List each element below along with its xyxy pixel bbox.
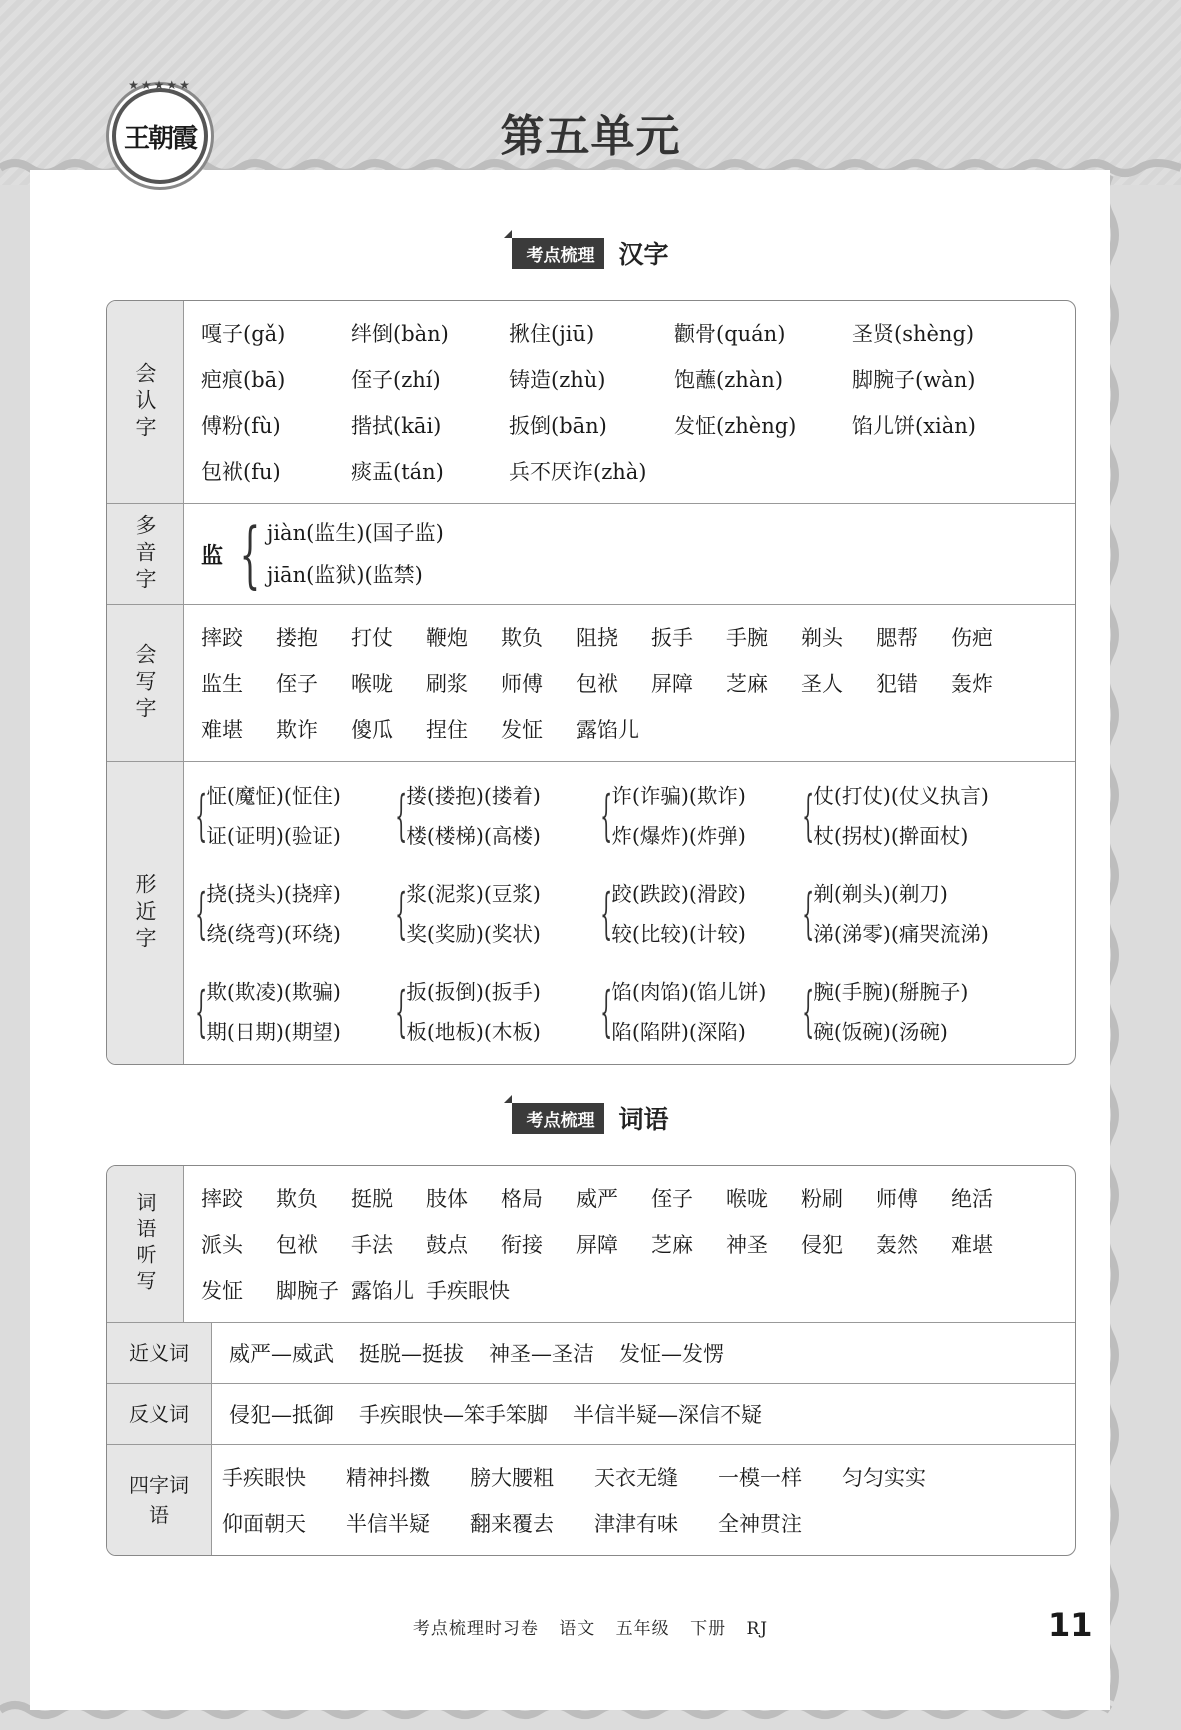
row-huixiezi (107, 605, 1075, 762)
huixiezi-item: 发怔 (501, 718, 543, 742)
huixiezi-item: 轰炸 (951, 672, 993, 696)
huixiezi-item: 鞭炮 (426, 626, 468, 650)
logo-text: 王朝霞 (123, 123, 196, 154)
huixiezi-item: 搂抱 (276, 626, 318, 650)
tingxie-item: 屏障 (576, 1233, 618, 1257)
similar-char-pair (192, 776, 392, 856)
similar-char-line: 搂(搂抱)(搂着) (406, 784, 541, 808)
huixiezi-item: 阻挠 (576, 626, 618, 650)
row-label: 形近字 (107, 762, 184, 1064)
sizi-item: 精神抖擞 (346, 1466, 430, 1490)
fanyici-list (229, 1392, 1063, 1438)
huirenzi-item: 包袱(fu) (201, 460, 281, 484)
row-label: 会认字 (107, 301, 184, 503)
sizi-item: 匀匀实实 (842, 1466, 926, 1490)
similar-char-pair (392, 776, 597, 856)
similar-char-line: 跤(跌跤)(滑跤) (611, 882, 746, 906)
huixiezi-item: 捏住 (426, 718, 468, 742)
huirenzi-item: 脚腕子(wàn) (852, 368, 976, 392)
sizi-item: 手疾眼快 (222, 1466, 306, 1490)
tingxie-item: 手疾眼快 (426, 1279, 510, 1303)
huirenzi-item: 铸造(zhù) (509, 368, 606, 392)
tingxie-item: 挺脱 (351, 1187, 393, 1211)
similar-char-line: 馅(肉馅)(馅儿饼) (611, 980, 767, 1004)
sizi-item: 全神贯注 (718, 1512, 802, 1536)
tingxie-item: 露馅儿 (351, 1279, 414, 1303)
huirenzi-item: 馅儿饼(xiàn) (852, 414, 976, 438)
similar-char-line: 证(证明)(验证) (206, 824, 341, 848)
similar-char-line: 腕(手腕)(掰腕子) (813, 980, 969, 1004)
huirenzi-item: 傅粉(fù) (201, 414, 281, 438)
similar-char-pair (597, 972, 799, 1052)
row-label: 会写字 (107, 605, 184, 761)
similar-char-pair (392, 874, 597, 954)
similar-char-pair (192, 972, 392, 1052)
huirenzi-item: 发怔(zhèng) (674, 414, 797, 438)
tingxie-item: 轰然 (876, 1233, 918, 1257)
brace-icon: { (195, 784, 208, 847)
similar-char-line: 剃(剃头)(剃刀) (813, 882, 948, 906)
similar-char-line: 怔(魔怔)(怔住) (206, 784, 341, 808)
tingxie-item: 手法 (351, 1233, 393, 1257)
hanzi-table (106, 300, 1076, 1065)
ciyu-table (106, 1165, 1076, 1556)
similar-char-line: 板(地板)(木板) (406, 1020, 541, 1044)
polyphone-reading: jiān(监狱)(监禁) (266, 563, 423, 587)
tingxie-item: 脚腕子 (276, 1279, 339, 1303)
sizi-item: 一模一样 (718, 1466, 802, 1490)
huirenzi-item: 兵不厌诈(zhà) (509, 460, 647, 484)
tingxie-item: 侵犯 (801, 1233, 843, 1257)
brace-icon: { (239, 512, 261, 596)
sizi-item: 仰面朝天 (222, 1512, 306, 1536)
brace-icon: { (195, 980, 208, 1043)
row-xingjinzi (107, 762, 1075, 1064)
huixiezi-item: 犯错 (876, 672, 918, 696)
similar-char-line: 楼(楼梯)(高楼) (406, 824, 541, 848)
section-tag: 考点梳理 (512, 1103, 604, 1134)
brace-icon: { (802, 980, 815, 1043)
similar-char-pair (799, 776, 1029, 856)
sizi-item: 翻来覆去 (470, 1512, 554, 1536)
brace-icon: { (600, 882, 613, 945)
huixiezi-item: 屏障 (651, 672, 693, 696)
huirenzi-item: 绊倒(bàn) (351, 322, 449, 346)
tingxie-item: 衔接 (501, 1233, 543, 1257)
xingjinzi-grid (192, 772, 1063, 1056)
row-label: 词语听写 (107, 1166, 184, 1322)
polyphone-reading: jiàn(监生)(国子监) (266, 521, 444, 545)
synonym-pair: 威严—威武 (229, 1342, 334, 1366)
tingxie-item: 喉咙 (726, 1187, 768, 1211)
synonym-pair: 神圣—圣洁 (489, 1342, 594, 1366)
sizi-item: 半信半疑 (346, 1512, 430, 1536)
huixiezi-item: 手腕 (726, 626, 768, 650)
huixiezi-item: 监生 (201, 672, 243, 696)
section-title: 词语 (618, 1105, 669, 1134)
tingxie-item: 神圣 (726, 1233, 768, 1257)
tingxie-item: 威严 (576, 1187, 618, 1211)
sizi-item: 天衣无缝 (594, 1466, 678, 1490)
antonym-pair: 半信半疑—深信不疑 (573, 1403, 762, 1427)
brace-icon: { (395, 980, 408, 1043)
brace-icon: { (395, 784, 408, 847)
antonym-pair: 侵犯—抵御 (229, 1403, 334, 1427)
similar-char-line: 绕(绕弯)(环绕) (206, 922, 341, 946)
huixiezi-item: 圣人 (801, 672, 843, 696)
section-tag: 考点梳理 (512, 238, 604, 269)
brace-icon: { (395, 882, 408, 945)
huirenzi-item: 痰盂(tán) (351, 460, 444, 484)
tingxie-item: 粉刷 (801, 1187, 843, 1211)
brace-icon: { (802, 784, 815, 847)
row-jinyici (107, 1323, 1075, 1384)
huixiezi-item: 包袱 (576, 672, 618, 696)
sizi-item: 津津有味 (594, 1512, 678, 1536)
similar-char-line: 碗(饭碗)(汤碗) (813, 1020, 948, 1044)
similar-char-line: 奖(奖励)(奖状) (406, 922, 541, 946)
section-title: 汉字 (618, 240, 669, 269)
tingxie-item: 包袱 (276, 1233, 318, 1257)
similar-char-line: 涕(涕零)(痛哭流涕) (813, 922, 989, 946)
similar-char-pair (799, 874, 1029, 954)
row-label: 四字词语 (107, 1445, 212, 1555)
logo-stars: ★★★★★ (128, 78, 192, 92)
brace-icon: { (600, 980, 613, 1043)
huixiezi-item: 师傅 (501, 672, 543, 696)
row-fanyici (107, 1384, 1075, 1445)
huirenzi-item: 侄子(zhí) (351, 368, 441, 392)
polyphone-char: 监 (201, 542, 224, 569)
huixiezi-item: 欺负 (501, 626, 543, 650)
tingxie-item: 绝活 (951, 1187, 993, 1211)
similar-char-line: 较(比较)(计较) (611, 922, 746, 946)
huixiezi-item: 芝麻 (726, 672, 768, 696)
brace-icon: { (802, 882, 815, 945)
page-number: 11 (1048, 1606, 1093, 1644)
huixiezi-item: 傻瓜 (351, 718, 393, 742)
similar-char-line: 炸(爆炸)(炸弹) (611, 824, 746, 848)
similar-char-line: 诈(诈骗)(欺诈) (611, 784, 746, 808)
tingxie-item: 肢体 (426, 1187, 468, 1211)
brace-icon: { (195, 882, 208, 945)
huirenzi-item: 疤痕(bā) (201, 368, 286, 392)
huirenzi-item: 圣贤(shèng) (852, 322, 975, 346)
huixiezi-item: 剃头 (801, 626, 843, 650)
row-label: 多音字 (107, 504, 184, 604)
section-heading-hanzi (0, 235, 1181, 271)
huirenzi-grid (201, 311, 1063, 495)
tingxie-item: 派头 (201, 1233, 243, 1257)
tingxie-item: 格局 (501, 1187, 543, 1211)
tingxie-item: 发怔 (201, 1279, 243, 1303)
row-tingxie (107, 1166, 1075, 1323)
huirenzi-item: 嘎子(gǎ) (201, 322, 286, 346)
huixiezi-item: 欺诈 (276, 718, 318, 742)
similar-char-line: 杖(拐杖)(擀面杖) (813, 824, 969, 848)
tingxie-item: 鼓点 (426, 1233, 468, 1257)
section-heading-ciyu (0, 1100, 1181, 1136)
brace-icon: { (600, 784, 613, 847)
similar-char-line: 扳(扳倒)(扳手) (406, 980, 541, 1004)
sizi-item: 膀大腰粗 (470, 1466, 554, 1490)
similar-char-pair (597, 776, 799, 856)
similar-char-line: 欺(欺凌)(欺骗) (206, 980, 341, 1004)
similar-char-line: 仗(打仗)(仗义执言) (813, 784, 989, 808)
synonym-pair: 挺脱—挺拔 (359, 1342, 464, 1366)
footer-text: 考点梳理时习卷 语文 五年级 下册 RJ (412, 1619, 769, 1639)
tingxie-item: 师傅 (876, 1187, 918, 1211)
row-duoyinzi (107, 504, 1075, 605)
tingxie-item: 芝麻 (651, 1233, 693, 1257)
similar-char-line: 陷(陷阱)(深陷) (611, 1020, 746, 1044)
huixiezi-item: 侄子 (276, 672, 318, 696)
sizi-grid (222, 1455, 1063, 1547)
similar-char-line: 浆(泥浆)(豆浆) (406, 882, 541, 906)
huixiezi-item: 刷浆 (426, 672, 468, 696)
huirenzi-item: 揪住(jiū) (509, 322, 595, 346)
similar-char-pair (597, 874, 799, 954)
huixiezi-item: 腮帮 (876, 626, 918, 650)
similar-char-pair (799, 972, 1029, 1052)
tingxie-grid (201, 1176, 1063, 1314)
similar-char-pair (392, 972, 597, 1052)
huixiezi-item: 打仗 (351, 626, 393, 650)
similar-char-line: 挠(挠头)(挠痒) (206, 882, 341, 906)
tingxie-item: 侄子 (651, 1187, 693, 1211)
huirenzi-item: 扳倒(bān) (509, 414, 607, 438)
huixiezi-item: 伤疤 (951, 626, 993, 650)
tingxie-item: 难堪 (951, 1233, 993, 1257)
polyphone-entry (201, 506, 1063, 602)
tingxie-item: 欺负 (276, 1187, 318, 1211)
synonym-pair: 发怔—发愣 (619, 1342, 724, 1366)
row-huirenzi (107, 301, 1075, 504)
similar-char-pair (192, 874, 392, 954)
row-label: 反义词 (107, 1384, 212, 1444)
antonym-pair: 手疾眼快—笨手笨脚 (359, 1403, 548, 1427)
huixiezi-item: 喉咙 (351, 672, 393, 696)
huixiezi-item: 露馅儿 (576, 718, 639, 742)
huixiezi-item: 扳手 (651, 626, 693, 650)
jinyici-list (229, 1331, 1063, 1377)
tingxie-item: 摔跤 (201, 1187, 243, 1211)
huirenzi-item: 揩拭(kāi) (351, 414, 442, 438)
huirenzi-item: 颧骨(quán) (674, 322, 786, 346)
huixiezi-item: 难堪 (201, 718, 243, 742)
huirenzi-item: 饱蘸(zhàn) (674, 368, 784, 392)
row-sizi (107, 1445, 1075, 1555)
row-label: 近义词 (107, 1323, 212, 1383)
unit-title: 第五单元 (500, 111, 681, 162)
huixiezi-grid (201, 615, 1063, 753)
similar-char-line: 期(日期)(期望) (206, 1020, 341, 1044)
huixiezi-item: 摔跤 (201, 626, 243, 650)
